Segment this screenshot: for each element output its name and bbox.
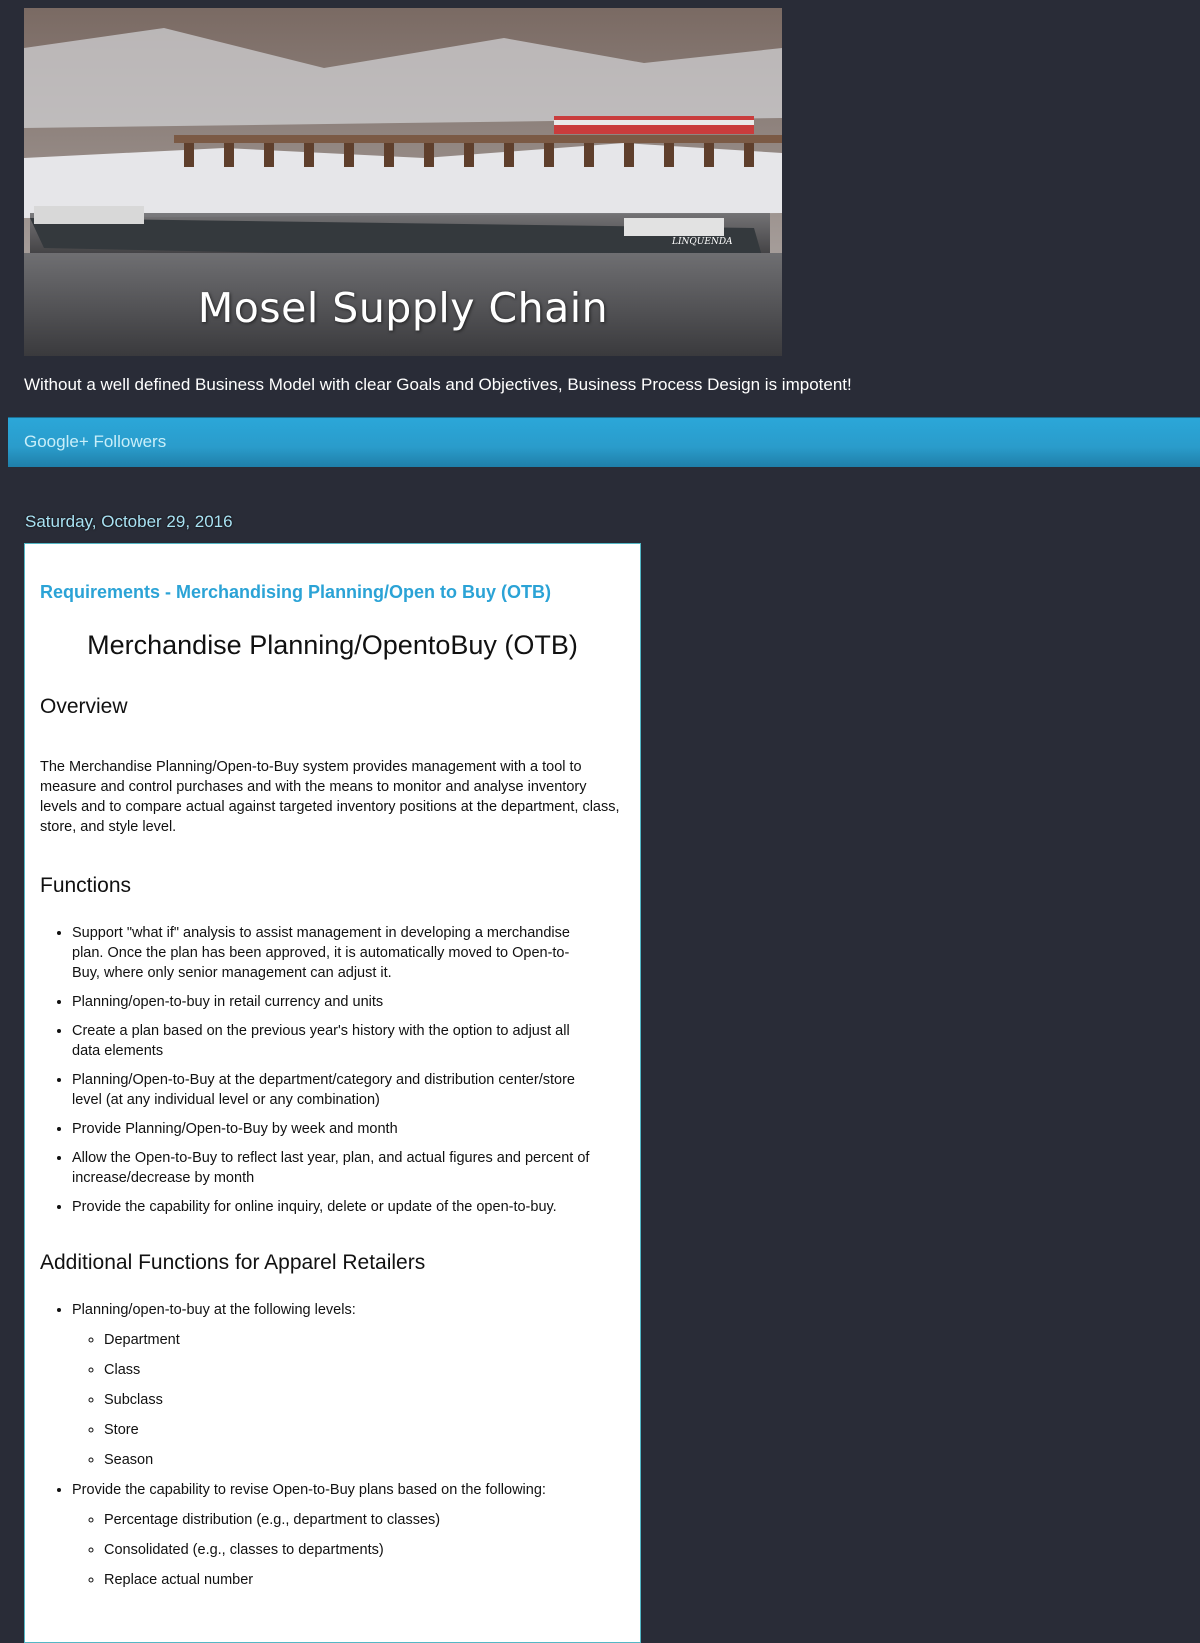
list-item: • Planning/open-to-buy in retail currency and units — [72, 992, 592, 1012]
header-image[interactable] — [24, 8, 782, 356]
sublist-item: ◦ Percentage distribution (e.g., department to classes) — [104, 1510, 592, 1530]
sublist-item: ◦ Class — [104, 1360, 592, 1380]
list-item-text: Provide the capability to revise Open-to-Buy plans based on the following: — [72, 1482, 546, 1498]
list-item: • Support "what if" analysis to assist management in developing a merchandise plan. Once the plan has been approved, it is automatically moved to Open-to-Buy, where only senior management can adjust it. — [72, 923, 592, 983]
list-item: • Provide the capability for online inquiry, delete or update of the open-to-buy. — [72, 1197, 592, 1217]
document-title: Merchandise Planning/OpentoBuy (OTB) — [87, 630, 578, 660]
blog-tagline: Without a well defined Business Model with clear Goals and Objectives, Business Process Design is impotent! — [24, 375, 852, 394]
list-item — [72, 1300, 592, 1470]
post-body — [24, 543, 641, 1643]
list-item: • Create a plan based on the previous year's history with the option to adjust all data elements — [72, 1021, 592, 1061]
tab-google-followers[interactable]: Google+ Followers — [24, 432, 167, 451]
list-item: • Provide Planning/Open-to-Buy by week and month — [72, 1119, 592, 1139]
list-item-text: Planning/open-to-buy at the following levels: — [72, 1302, 356, 1318]
list-item: • Planning/Open-to-Buy at the department/category and distribution center/store level (at any individual level or any combination) — [72, 1070, 592, 1110]
sublist-item: ◦ Store — [104, 1420, 592, 1440]
sublist-item: ◦ Replace actual number — [104, 1570, 592, 1590]
functions-list — [40, 923, 592, 1217]
list-item: • Allow the Open-to-Buy to reflect last year, plan, and actual figures and percent of increase/decrease by month — [72, 1148, 592, 1188]
post-date: Saturday, October 29, 2016 — [25, 512, 233, 531]
boat-name: LINQUENDA — [672, 237, 733, 247]
sublist-item: ◦ Subclass — [104, 1390, 592, 1410]
levels-sublist — [72, 1330, 592, 1470]
sublist-item: ◦ Consolidated (e.g., classes to departments) — [104, 1540, 592, 1560]
additional-functions-list — [40, 1300, 592, 1590]
revise-sublist — [72, 1510, 592, 1590]
additional-functions-heading: Additional Functions for Apparel Retailers — [40, 1251, 426, 1274]
blog-title[interactable]: Mosel Supply Chain — [197, 284, 609, 332]
functions-heading: Functions — [40, 874, 132, 897]
tabs-bar — [8, 417, 1200, 467]
post-title-link[interactable]: Requirements - Merchandising Planning/Open to Buy (OTB) — [40, 582, 552, 602]
sublist-item: ◦ Department — [104, 1330, 592, 1350]
overview-heading: Overview — [40, 695, 128, 718]
sublist-item: ◦ Season — [104, 1450, 592, 1470]
overview-paragraph: The Merchandise Planning/Open-to-Buy system provides management with a tool to measure and control purchases and with the means to monitor and analyse inventory levels and to compare actual against targeted inventory positions at the department, class, store, and style level. — [40, 759, 620, 835]
list-item — [72, 1480, 592, 1590]
